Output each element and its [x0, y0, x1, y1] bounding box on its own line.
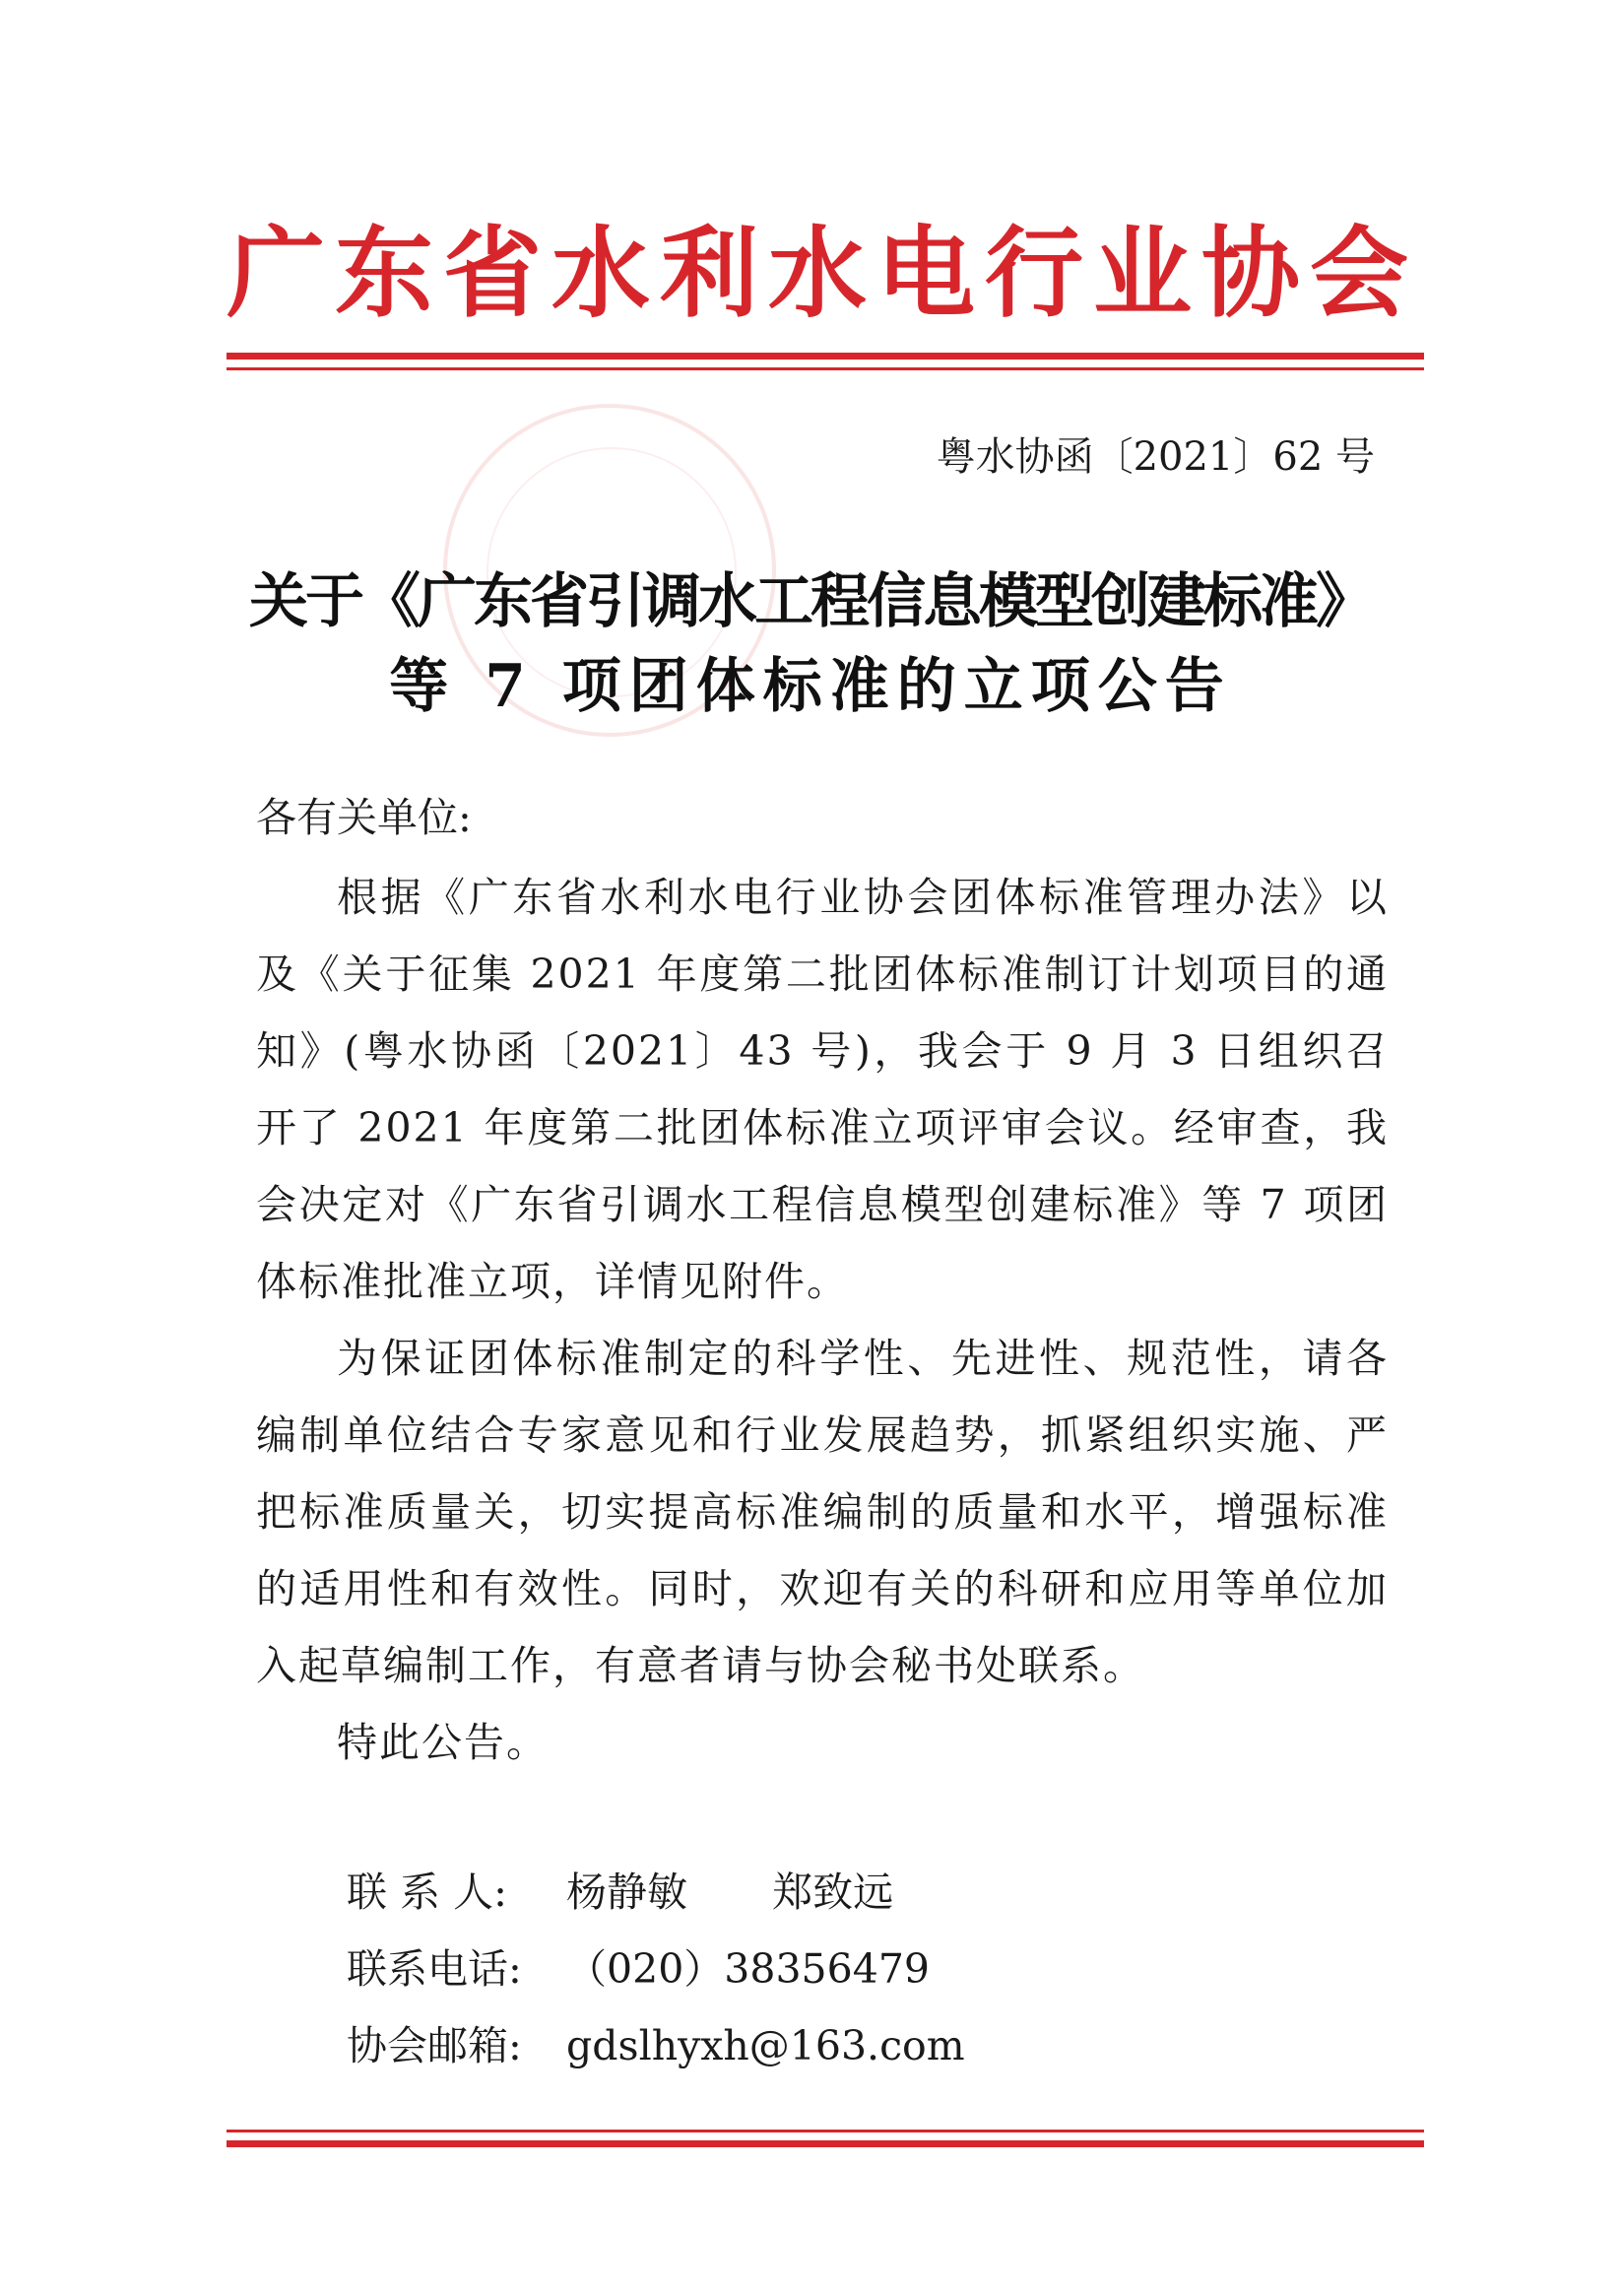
body-paragraph-2: 为保证团体标准制定的科学性、先进性、规范性，请各编制单位结合专家意见和行业发展趋势，抓紧组织实施、严把标准质量关，切实提高标准编制的质量和水平，增强标准的适用性和有效性。同时，欢迎有关的科研和应用等单位加入起草编制工作，有意者请与协会秘书处联系。	[256, 1335, 1389, 1689]
contact-email: gdslhyxh@163.com	[566, 2022, 965, 2069]
contact-email-label: 协会邮箱:	[347, 2022, 522, 2069]
contact-phone-label: 联系电话:	[347, 1945, 522, 1993]
document-number: 粤水协函〔2021〕62 号	[936, 434, 1375, 480]
document-body	[256, 859, 1389, 1781]
contact-block	[347, 1854, 965, 2084]
contact-phone: （020）38356479	[566, 1945, 930, 1993]
contact-person-row	[347, 1854, 965, 1931]
footer-divider-thin	[227, 2130, 1424, 2132]
contact-person-label: 联 系 人:	[347, 1869, 507, 1916]
contact-person-1: 杨静敏	[566, 1869, 688, 1916]
document-title	[197, 559, 1424, 729]
document-title-line-2: 等 7 项团体标准的立项公告	[389, 652, 1232, 721]
letterhead-divider-thick	[227, 353, 1424, 360]
letterhead-divider-thin	[227, 367, 1424, 370]
salutation: 各有关单位:	[256, 794, 472, 841]
contact-phone-row	[347, 1931, 965, 2007]
footer-divider-thick	[227, 2140, 1424, 2147]
contact-email-row	[347, 2007, 965, 2084]
closing-line: 特此公告。	[337, 1719, 549, 1766]
document-title-line-1: 关于《广东省引调水工程信息模型创建标准》	[249, 567, 1372, 636]
org-letterhead-title: 广东省水利水电行业协会	[227, 216, 1418, 331]
contact-person-2: 郑致远	[772, 1869, 894, 1916]
body-paragraph-1: 根据《广东省水利水电行业协会团体标准管理办法》以及《关于征集 2021 年度第二批团体标准制订计划项目的通知》(粤水协函〔2021〕43 号)，我会于 9 月 3 日组织召开了 2021 年度第二批团体标准立项评审会议。经审查，我会决定对《广东省引调水工程信息模型创建标准》等 7 项团体标准批准立项，详情见附件。	[256, 874, 1389, 1305]
